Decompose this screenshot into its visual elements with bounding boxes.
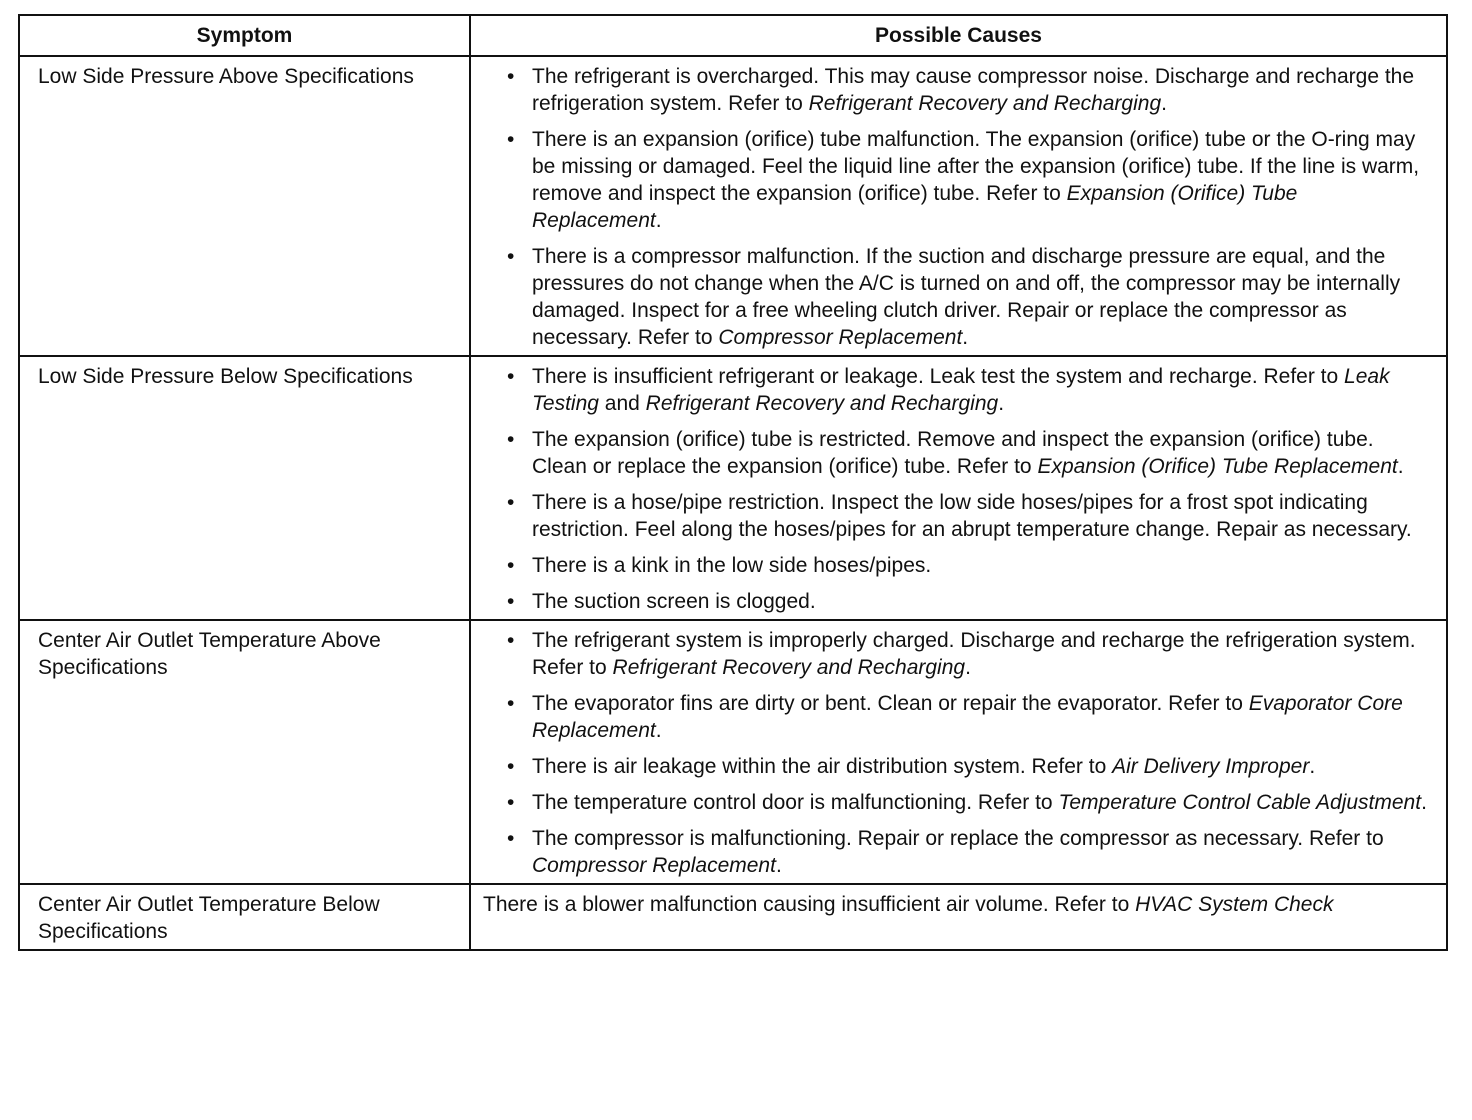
bullet-icon: • [507,554,515,577]
cross-reference-text: Compressor Replacement [718,326,963,349]
cause-item [483,489,1432,543]
bullet-icon: • [507,791,515,814]
bullet-icon: • [507,692,515,715]
table-body [19,56,1447,950]
cause-text: . [1309,755,1316,778]
cause-text: There is a blower malfunction causing insufficient air volume. Refer to [483,893,1136,916]
cause-paragraph [483,891,1432,918]
symptom-column-header: Symptom [19,15,470,56]
cross-reference-text: Evaporator Core Replacement [532,692,1403,742]
possible-causes-cell [470,356,1447,620]
cause-text: . [998,392,1005,415]
symptom-cell: Low Side Pressure Above Specifications [19,56,470,356]
cause-item [483,243,1432,351]
bullet-icon: • [507,590,515,613]
cause-item [483,627,1432,681]
cause-list [483,627,1432,879]
cause-text: The refrigerant is overcharged. This may cause compressor noise. Discharge and recharge the refrigeration system. Refer to [532,65,1415,115]
cause-text: . [1161,92,1167,115]
cause-text: . [655,719,662,742]
cause-list [483,63,1432,351]
table-row [19,620,1447,884]
bullet-icon: • [507,365,515,388]
cause-text: and [598,392,646,415]
possible-causes-column-header: Possible Causes [470,15,1447,56]
bullet-icon: • [507,491,515,514]
bullet-icon: • [507,755,515,778]
cause-item [483,363,1432,417]
possible-causes-cell [470,884,1447,950]
cause-text: The temperature control door is malfunctioning. Refer to [532,791,1059,814]
cause-text: . [775,854,782,877]
cause-text: There is air leakage within the air distribution system. Refer to [532,755,1113,778]
cause-item [483,825,1432,879]
possible-causes-cell [470,56,1447,356]
cross-reference-text: Air Delivery Improper [1112,755,1310,778]
cross-reference-text: Compressor Replacement [532,854,776,877]
possible-causes-cell [470,620,1447,884]
cause-text: The compressor is malfunctioning. Repair or replace the compressor as necessary. Refer to [532,827,1384,850]
table-row [19,56,1447,356]
bullet-icon: • [507,65,515,88]
cause-text: There is a kink in the low side hoses/pipes. [532,554,932,577]
cause-text: The expansion (orifice) tube is restricted. Remove and inspect the expansion (orifice) tube. Clean or replace the expansion (orifice) tube. Refer to [532,428,1374,478]
cause-text: . [1421,791,1427,814]
cause-text: The evaporator fins are dirty or bent. Clean or repair the evaporator. Refer to [532,692,1249,715]
cause-item [483,63,1432,117]
cause-item [483,126,1432,234]
cause-text: . [655,209,662,232]
table-row [19,884,1447,950]
cause-item [483,588,1432,615]
cross-reference-text: Expansion (Orifice) Tube Replacement [532,182,1298,232]
cause-item [483,789,1432,816]
cause-text: . [962,326,969,349]
bullet-icon: • [507,827,515,850]
cause-item [483,690,1432,744]
cross-reference-text: Temperature Control Cable Adjustment [1058,791,1422,814]
bullet-icon: • [507,629,515,652]
cross-reference-text: Refrigerant Recovery and Recharging [808,92,1162,115]
bullet-icon: • [507,428,515,451]
cross-reference-text: Leak Testing [532,365,1390,415]
cause-text: The refrigerant system is improperly charged. Discharge and recharge the refrigeration system. Refer to [532,629,1416,679]
cause-item [483,753,1432,780]
cause-text: . [965,656,971,679]
symptom-cell: Low Side Pressure Below Specifications [19,356,470,620]
cause-text: There is a hose/pipe restriction. Inspect the low side hoses/pipes for a frost spot indicating restriction. Feel along the hoses/pipes for an abrupt temperature change. Repair as necessary. [532,491,1412,541]
cross-reference-text: Expansion (Orifice) Tube Replacement [1037,455,1398,478]
symptom-cell: Center Air Outlet Temperature Below Specifications [19,884,470,950]
cross-reference-text: Refrigerant Recovery and Recharging [612,656,966,679]
table-row [19,356,1447,620]
cause-item [483,426,1432,480]
table-header-row [19,15,1447,56]
cause-text: There is insufficient refrigerant or leakage. Leak test the system and recharge. Refer to [532,365,1345,388]
symptom-cell: Center Air Outlet Temperature Above Specifications [19,620,470,884]
bullet-icon: • [507,128,515,151]
cross-reference-text: Refrigerant Recovery and Recharging [645,392,999,415]
cause-text: The suction screen is clogged. [532,590,816,613]
cause-text: . [1397,455,1404,478]
diagnostic-table [18,14,1448,951]
cause-item [483,552,1432,579]
cross-reference-text: HVAC System Check [1135,893,1334,916]
cause-text: There is an expansion (orifice) tube malfunction. The expansion (orifice) tube or the O-ring may be missing or damaged. Feel the liquid line after the expansion (orifice) tube. If the line is warm, remove and inspect the expansion (orifice) tube. Refer to [532,128,1420,205]
cause-text: There is a compressor malfunction. If the suction and discharge pressure are equal, and the pressures do not change when the A/C is turned on and off, the compressor may be internally damaged. Inspect for a free wheeling clutch driver. Repair or replace the compressor as necessary. Refer to [532,245,1401,349]
bullet-icon: • [507,245,515,268]
cause-list [483,363,1432,615]
